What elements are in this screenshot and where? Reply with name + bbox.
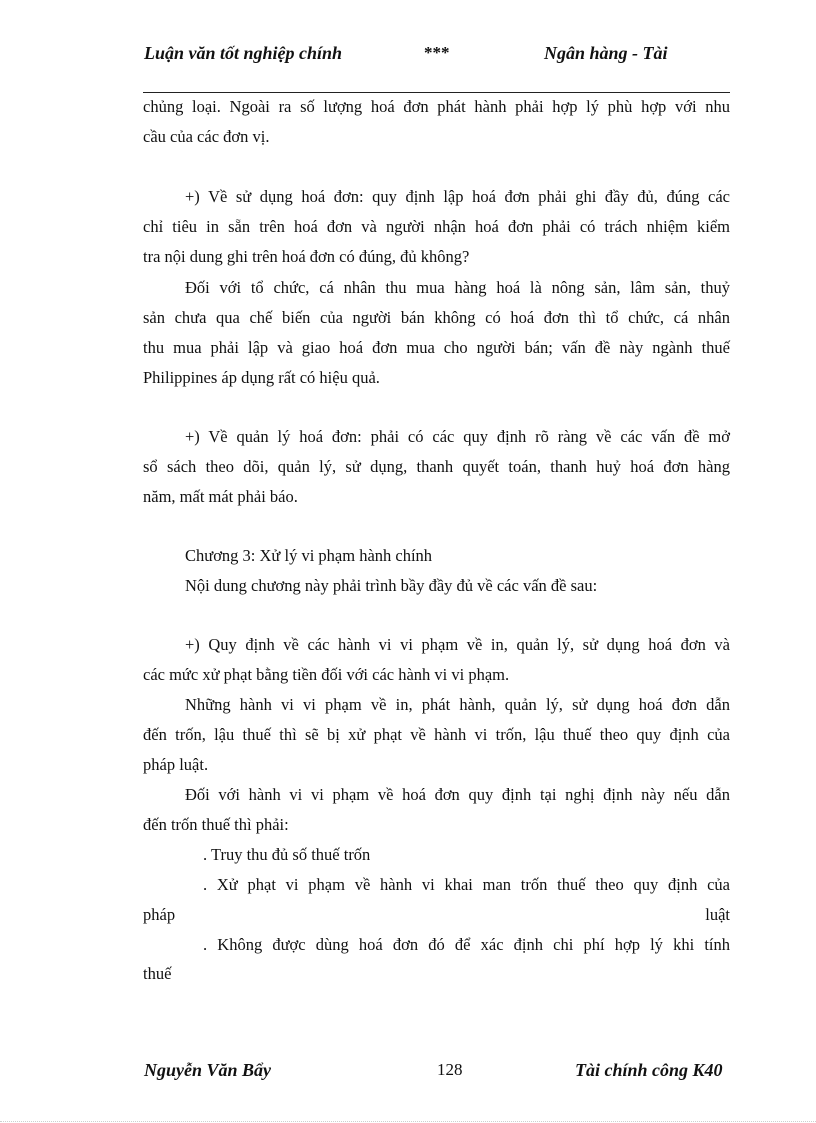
body-line: Nội dung chương này phải trình bầy đầy đủ về các vấn đề sau:: [185, 576, 598, 595]
body-line: +) Về sử dụng hoá đơn: quy định lập hoá đơn phải ghi đầy đủ, đúng các: [185, 187, 730, 206]
body-line: đến trốn thuế thì phải:: [143, 815, 289, 834]
chapter-heading: Chương 3: Xử lý vi phạm hành chính: [185, 546, 433, 565]
header-divider: [143, 92, 730, 93]
body-line: năm, mất mát phải báo.: [143, 487, 298, 506]
bullet-item: . Truy thu đủ số thuế trốn: [203, 845, 371, 864]
body-line: Philippines áp dụng rất có hiệu quả.: [143, 368, 380, 387]
bullet-continuation: thuế: [143, 964, 172, 983]
page-bottom-edge: [0, 1121, 816, 1122]
footer-author: Nguyễn Văn Bẩy: [144, 1060, 272, 1080]
header-faculty: Ngân hàng - Tài: [544, 43, 668, 63]
body-line: chỉ tiêu in sẵn trên hoá đơn và người nhận hoá đơn phải có trách nhiệm kiểm: [143, 217, 730, 236]
body-line: sản chưa qua chế biến của người bán không có hoá đơn thì tổ chức, cá nhân: [143, 308, 730, 327]
page-header: [0, 0, 816, 100]
page-footer: [0, 1050, 816, 1090]
body-line: Đối với tổ chức, cá nhân thu mua hàng hoá là nông sản, lâm sản, thuỷ: [185, 278, 730, 297]
header-separator-stars: ***: [424, 43, 450, 62]
body-line: các mức xử phạt bằng tiền đối với các hành vi vi phạm.: [143, 665, 510, 684]
footer-class: Tài chính công K40: [575, 1060, 723, 1080]
bullet-item: . Không được dùng hoá đơn đó để xác định chi phí hợp lý khi tính: [203, 935, 730, 954]
body-line: đến trốn, lậu thuế thì sẽ bị xử phạt về hành vi trốn, lậu thuế theo quy định của: [143, 725, 730, 744]
body-line: thu mua phải lập và giao hoá đơn mua cho người bán; vấn đề này ngành thuế: [143, 338, 730, 357]
body-line: cầu của các đơn vị.: [143, 127, 270, 146]
body-line: tra nội dung ghi trên hoá đơn có đúng, đủ không?: [143, 247, 470, 266]
body-line: pháp luật.: [143, 755, 209, 774]
body-line: +) Về quản lý hoá đơn: phải có các quy định rõ ràng về các vấn đề mở: [185, 427, 730, 446]
body-line: sổ sách theo dõi, quản lý, sử dụng, thanh quyết toán, thanh huỷ hoá đơn hàng: [143, 457, 730, 476]
body-line: Đối với hành vi vi phạm về hoá đơn quy định tại nghị định này nếu dẫn: [185, 785, 730, 804]
bullet-item: . Xử phạt vi phạm về hành vi khai man trốn thuế theo quy định của: [203, 875, 730, 894]
header-thesis-title: Luận văn tốt nghiệp chính: [144, 43, 343, 63]
body-line: +) Quy định về các hành vi vi phạm về in, quản lý, sử dụng hoá đơn và: [185, 635, 730, 654]
page-number: 128: [437, 1060, 463, 1079]
bullet-continuation: pháp luật: [143, 905, 730, 924]
body-line: chủng loại. Ngoài ra số lượng hoá đơn phát hành phải hợp lý phù hợp với nhu: [143, 97, 730, 116]
body-line: Những hành vi vi phạm về in, phát hành, quản lý, sử dụng hoá đơn dẫn: [185, 695, 730, 714]
